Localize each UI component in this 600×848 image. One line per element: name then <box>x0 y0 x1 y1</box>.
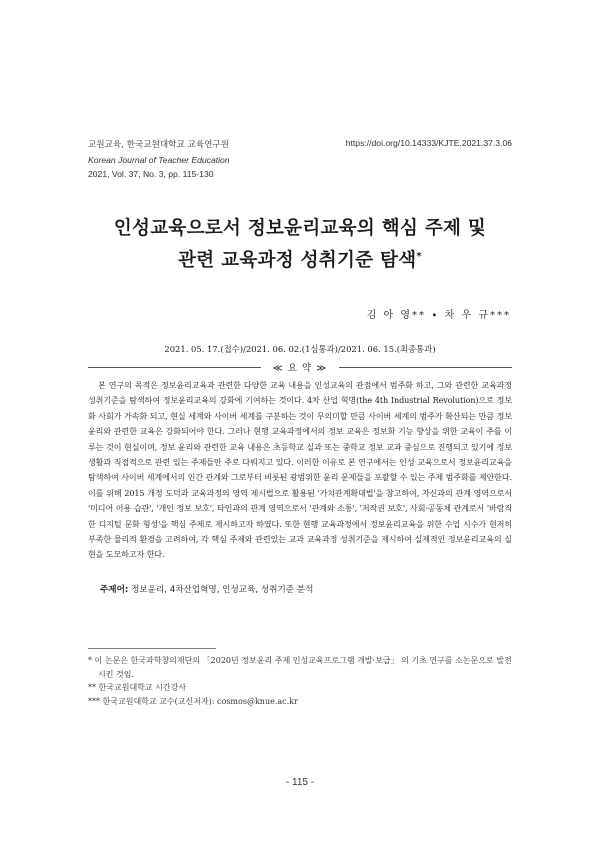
abstract-body: 본 연구의 목적은 정보윤리교육과 관련한 다양한 교육 내용을 인성교육의 관점에서 범주화 하고, 그와 관련한 교육과정 성취기준을 탐색하여 정보윤리교육의 강화에 기여하는 것이다. 4차 산업 혁명(the 4th Industrial Revolution)으로 정보화 사회가 가속화 되고, 현실 세계와 사이버 세계를 구분하는 것이 무의미할 만큼 사이버 세계의 범주가 확산되는 만큼 정보윤리와 관련한 교육은 강화되어야 한다. 그러나 현행 교육과정에서의 정보 교육은 정보화 기능 향상을 위한 교육이 주를 이루는 것이 현실이며, 정보 윤리와 관련한 교육 내용은 초등학교 실과 또는 중학교 정보 교과 중심으로 진행되고 있기에 정보 생활과 직접적으로 관련 있는 주제들만 주로 다뤄지고 있다. 이러한 이유로 본 연구에서는 인성 교육으로서 정보윤리교육을 탐색하여 사이버 세계에서의 인간 관계와 그로부터 비롯된 광범위한 윤리 문제들을 포괄할 수 있는 주제 범주화를 제안한다. 이를 위해 2015 개정 도덕과 교육과정의 영역 제시법으로 활용된 '가치관계확대법'을 참고하여, 자신과의 관계 영역으로서 '미디어 이용 습관', '개인 정보 보호', 타인과의 관계 영역으로서 '관계와 소통', '저작권 보호', 사회·공동체 관계로서 '바람직한 디지털 문화 형성'을 핵심 주제로 제시하고자 하였다. 또한 현행 교육과정에서 정보윤리교육을 위한 수업 시수가 현저히 부족한 물리적 환경을 고려하여, 각 핵심 주제와 관련있는 교과 교육과정 성취기준을 제시하여 실제적인 정보윤리교육의 실현을 도모하고자 한다. <box>88 381 512 560</box>
paper-title <box>60 215 540 275</box>
footnote-corresponding-author: *** 한국교원대학교 교수(교신저자): cosmos@knue.ac.kr <box>88 696 298 706</box>
doi-link[interactable]: https://doi.org/10.14333/KJTE.2021.37.3.06 <box>345 138 512 148</box>
keywords-label: 주제어: <box>100 585 129 595</box>
footnote-funding: * 이 논문은 한국과학창의재단의 「2020년 정보윤리 주제 인성교육프로그램 개발·보급」 의 기초 연구를 소논문으로 발전시킨 것임. <box>88 656 512 679</box>
footnotes <box>88 654 518 708</box>
journal-name-korean: 교원교육, 한국교원대학교 교육연구원 <box>88 140 230 150</box>
submission-dates: 2021. 05. 17.(접수)/2021. 06. 02.(1심통과)/2021. 06. 15.(최종통과) <box>164 344 436 354</box>
title-line-1: 인성교육으로서 정보윤리교육의 핵심 주제 및 <box>113 218 487 239</box>
journal-header <box>88 138 230 182</box>
page-number: - 115 - <box>285 777 315 788</box>
abstract-heading: ≪ 요 약 ≫ <box>261 360 339 374</box>
keywords <box>100 583 313 595</box>
title-line-2-text: 관련 교육과정 성취기준 탐색 <box>178 250 417 272</box>
authors: 김 아 영** ∙ 차 우 규*** <box>366 310 511 321</box>
keywords-value: 정보윤리, 4차산업혁명, 인성교육, 성취기준 분석 <box>131 585 314 595</box>
journal-name-english: Korean Journal of Teacher Education <box>88 154 230 165</box>
footnote-first-author: ** 한국교원대학교 시간강사 <box>88 683 187 693</box>
footnote-divider <box>88 648 216 649</box>
title-line-2 <box>60 243 540 275</box>
title-footnote-mark: * <box>416 251 422 262</box>
volume-info: 2021, Vol. 37, No. 3, pp. 115-130 <box>88 169 214 179</box>
